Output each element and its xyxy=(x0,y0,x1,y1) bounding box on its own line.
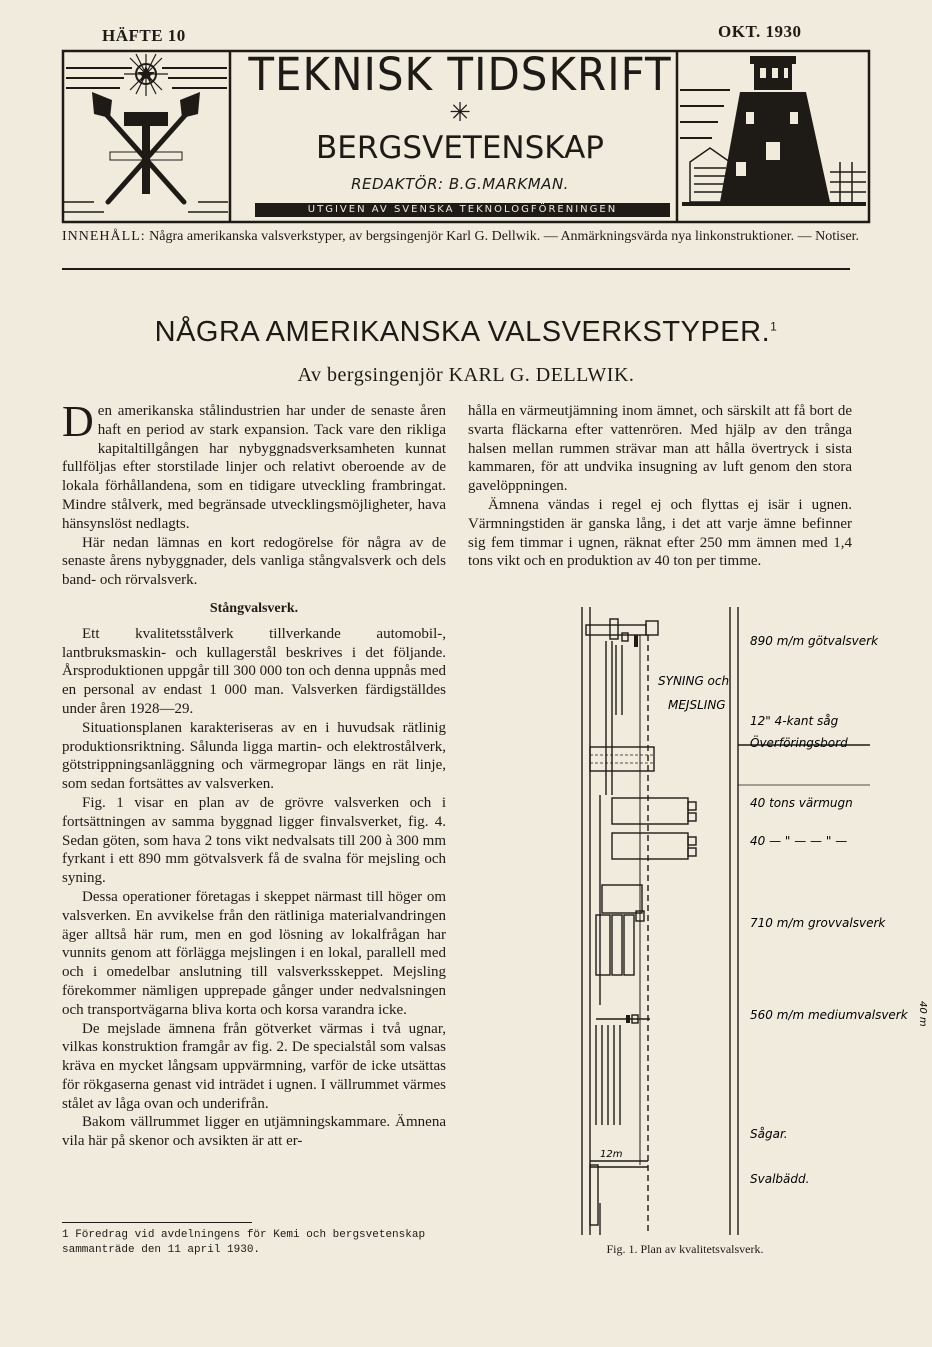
label-mejsling: MEJSLING xyxy=(668,698,726,712)
article-title xyxy=(60,316,872,349)
label-svalbadd: Svalbädd. xyxy=(750,1172,810,1186)
masthead-star-icon: ✳ xyxy=(449,98,471,128)
label-sagar: Sågar. xyxy=(750,1127,788,1141)
issue-date: OKT. 1930 xyxy=(718,22,802,41)
paragraph-2: Här nedan lämnas en kort redogörelse för några av de senaste årens nybyggnader, dels vanliga stångvalsverk och dels band- och rörvalsverk. xyxy=(62,534,446,589)
label-sag: 12" 4-kant såg xyxy=(750,714,839,728)
mine-headframe-icon xyxy=(680,52,868,220)
paragraph-8: Bakom vällrummet ligger en utjämningskammare. Ämnena vila här på skenor och avsikten är att er- xyxy=(62,1114,446,1150)
label-varmugn-1: 40 tons värmugn xyxy=(750,796,853,810)
header-rule xyxy=(62,268,850,270)
issue-number: HÄFTE 10 xyxy=(102,26,186,45)
label-grovvalsverk: 710 m/m grovvalsverk xyxy=(750,916,886,930)
contents-label: INNEHÅLL: xyxy=(62,229,146,244)
label-varmugn-2: 40 — " — — " — xyxy=(750,834,848,848)
paragraph-7: De mejslade ämnena från götverket värmas i två ugnar, vilkas konstruktion framgår av fig. 2. De specialstål som valsas kräva en mycket långsam uppvärmning, varför de icke utsättas för rökgaserna genast vid inträdet i ugnen. I vällrummet värmes stålet av låga ovan och underifrån. xyxy=(62,1020,446,1112)
section-heading: Stångvalsverk. xyxy=(209,600,299,616)
drop-cap: D xyxy=(62,397,94,446)
article-title-text: NÅGRA AMERIKANSKA VALSVERKSTYPER. xyxy=(154,316,771,348)
dimension-40m: 40 m xyxy=(917,1001,928,1027)
masthead-editor: REDAKTÖR: B.G.MARKMAN. xyxy=(351,175,569,193)
label-gotvalsverk: 890 m/m götvalsverk xyxy=(750,634,879,648)
masthead-title: TEKNISK TIDSKRIFT xyxy=(248,48,672,101)
footnote-rule xyxy=(62,1222,252,1223)
article-byline: Av bergsingenjör KARL G. DELLWIK. xyxy=(297,364,635,386)
paragraph-right-2: Ämnena vändas i regel ej och flyttas ej isär i ugnen. Värmningstiden är ganska lång, i det att varje ämne befinner sig fem timmar i ugnen, räknat efter 250 mm ämnen med 1,4 tons vikt och en produktion av 40 ton per timme. xyxy=(468,496,852,570)
paragraph-3: Ett kvalitetsstålverk tillverkande automobil-, lantbruksmaskin- och kullagerstål beskrives i det följande. Årsproduktionen uppgår till 300 000 ton och denna uppnås med en personal av endast 1 000 man. Valsverken färdigställdes under åren 1928—29. xyxy=(62,625,446,717)
paragraph-6: Dessa operationer företagas i skeppet närmast till höger om valsverken. En avvikelse från den rätliniga materialvandringen äger alltså här rum, men en god lösning av lokalfrågan har vunnits genom att förlägga mejslingen i en lokal, parallell med och i omedelbar anslutning till valsverksskeppet. Mejsling förekommer nämligen upprepade gånger under nedvalsningen och transportvägarna bliva korta och korsa varandra icke. xyxy=(62,888,446,1018)
figure-caption: Fig. 1. Plan av kvalitetsvalsverk. xyxy=(606,1242,764,1256)
label-overforingsbord: Överföringsbord xyxy=(750,736,848,750)
figure-1-plan xyxy=(560,605,928,1237)
table-of-contents xyxy=(62,228,862,246)
publisher-band: UTGIVEN AV SVENSKA TEKNOLOGFÖRENINGEN xyxy=(255,203,670,217)
left-column xyxy=(62,397,446,1151)
footnote: 1 Föredrag vid avdelningens för Kemi och bergsvetenskap sammanträde den 11 april 1930. xyxy=(62,1229,426,1256)
paragraph-right-1: hålla en värmeutjämning inom ämnet, och särskilt att få bort de svarta fläckarna efter vattenrören. Med hjälp av den trånga halsen mellan rummen strävar man att hålla övertryck i sista kammaren, för att undvika insugning av luft genom den stora gavelöppningen. xyxy=(468,403,852,495)
masthead-subtitle: BERGSVETENSKAP xyxy=(316,130,604,166)
contents-text: Några amerikanska valsverkstyper, av bergsingenjör Karl G. Dellwik. — Anmärkningsvärda nya linkonstruktioner. — Notiser. xyxy=(149,229,860,244)
paragraph-4: Situationsplanen karakteriseras av en i huvudsak rätlinig produktionsriktning. Sålunda ligga martin- och elektrostålverk, götstrippningsanläggning och värmegropar längs en rät linje, som sedan fortsättes av valsverken. xyxy=(62,719,446,793)
dimension-12m: 12m xyxy=(600,1149,623,1160)
label-mediumvalsverk: 560 m/m mediumvalsverk xyxy=(750,1008,908,1022)
paragraph-5: Fig. 1 visar en plan av de grövre valsverken och i fortsättningen av samma byggnad ligger finvalsverket, fig. 4. Sedan göten, som hava 2 tons vikt nedvalsats till 200 à 300 mm fyrkant i ett 890 mm götvalsverk få de svalna för mejsling och syning. xyxy=(62,794,446,887)
title-footnote-mark: 1 xyxy=(770,319,778,334)
mining-emblem-icon xyxy=(64,52,228,220)
paragraph-1: en amerikanska stålindustrien har under de senaste åren haft en period av stark expansion. Tack vare den rikliga kapitaltillgången har nybyggnadsverksamheten kunnat fullföljas efter storstilade linjer och relativt oberoende av de lokala förhållandena, som en tidigare utveckling frambringat. Mindre stålverk, med begränsade utvecklingsmöjligheter, hava hänsynslöst nedlagts. xyxy=(62,403,446,532)
right-column xyxy=(468,402,852,571)
label-syning: SYNING och xyxy=(658,674,730,688)
